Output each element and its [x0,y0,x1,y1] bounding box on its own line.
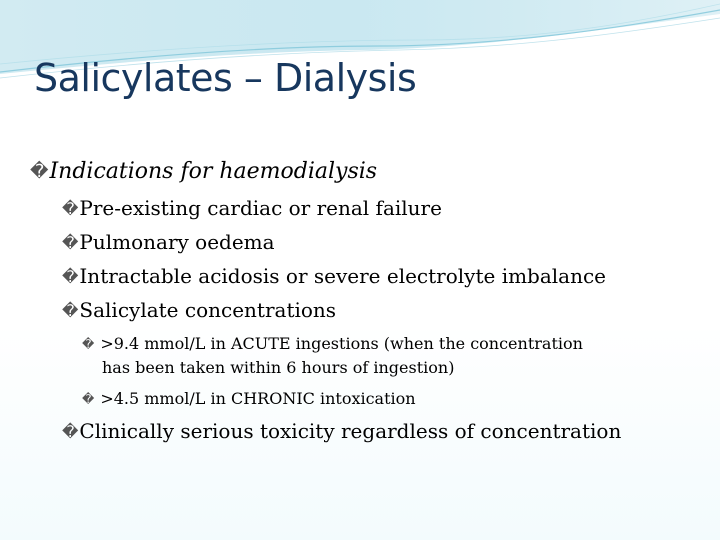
list-item [62,419,621,443]
bullet-icon: � [62,267,79,286]
sub-list-item-text: >9.4 mmol/L in ACUTE ingestions (when the concentration [100,334,583,353]
bullet-icon: � [62,199,79,218]
bullet-icon: � [62,233,79,252]
bullet-icon: � [30,161,49,182]
list-item [62,230,275,254]
bullet-icon: � [82,337,95,351]
list-item-text: Clinically serious toxicity regardless of concentration [79,419,622,443]
list-item [62,264,606,288]
list-item-text: Pre-existing cardiac or renal failure [79,196,442,220]
sub-list-item-text: >4.5 mmol/L in CHRONIC intoxication [100,389,416,408]
sub-list-item-continuation: has been taken within 6 hours of ingestion) [102,358,455,377]
heading-text: Indications for haemodialysis [49,159,378,184]
list-item-text: Salicylate concentrations [79,298,337,322]
bullet-icon: � [82,392,95,406]
list-item-text: Intractable acidosis or severe electrolyte imbalance [79,264,607,288]
list-item [62,196,442,220]
list-item-text: Pulmonary oedema [79,230,275,254]
sub-list-item [82,334,583,353]
sub-list-item [82,389,416,408]
heading-bullet [30,159,377,184]
bullet-icon: � [62,301,79,320]
list-item [62,298,336,322]
slide-title: Salicylates – Dialysis [34,56,417,100]
bullet-icon: � [62,422,79,441]
